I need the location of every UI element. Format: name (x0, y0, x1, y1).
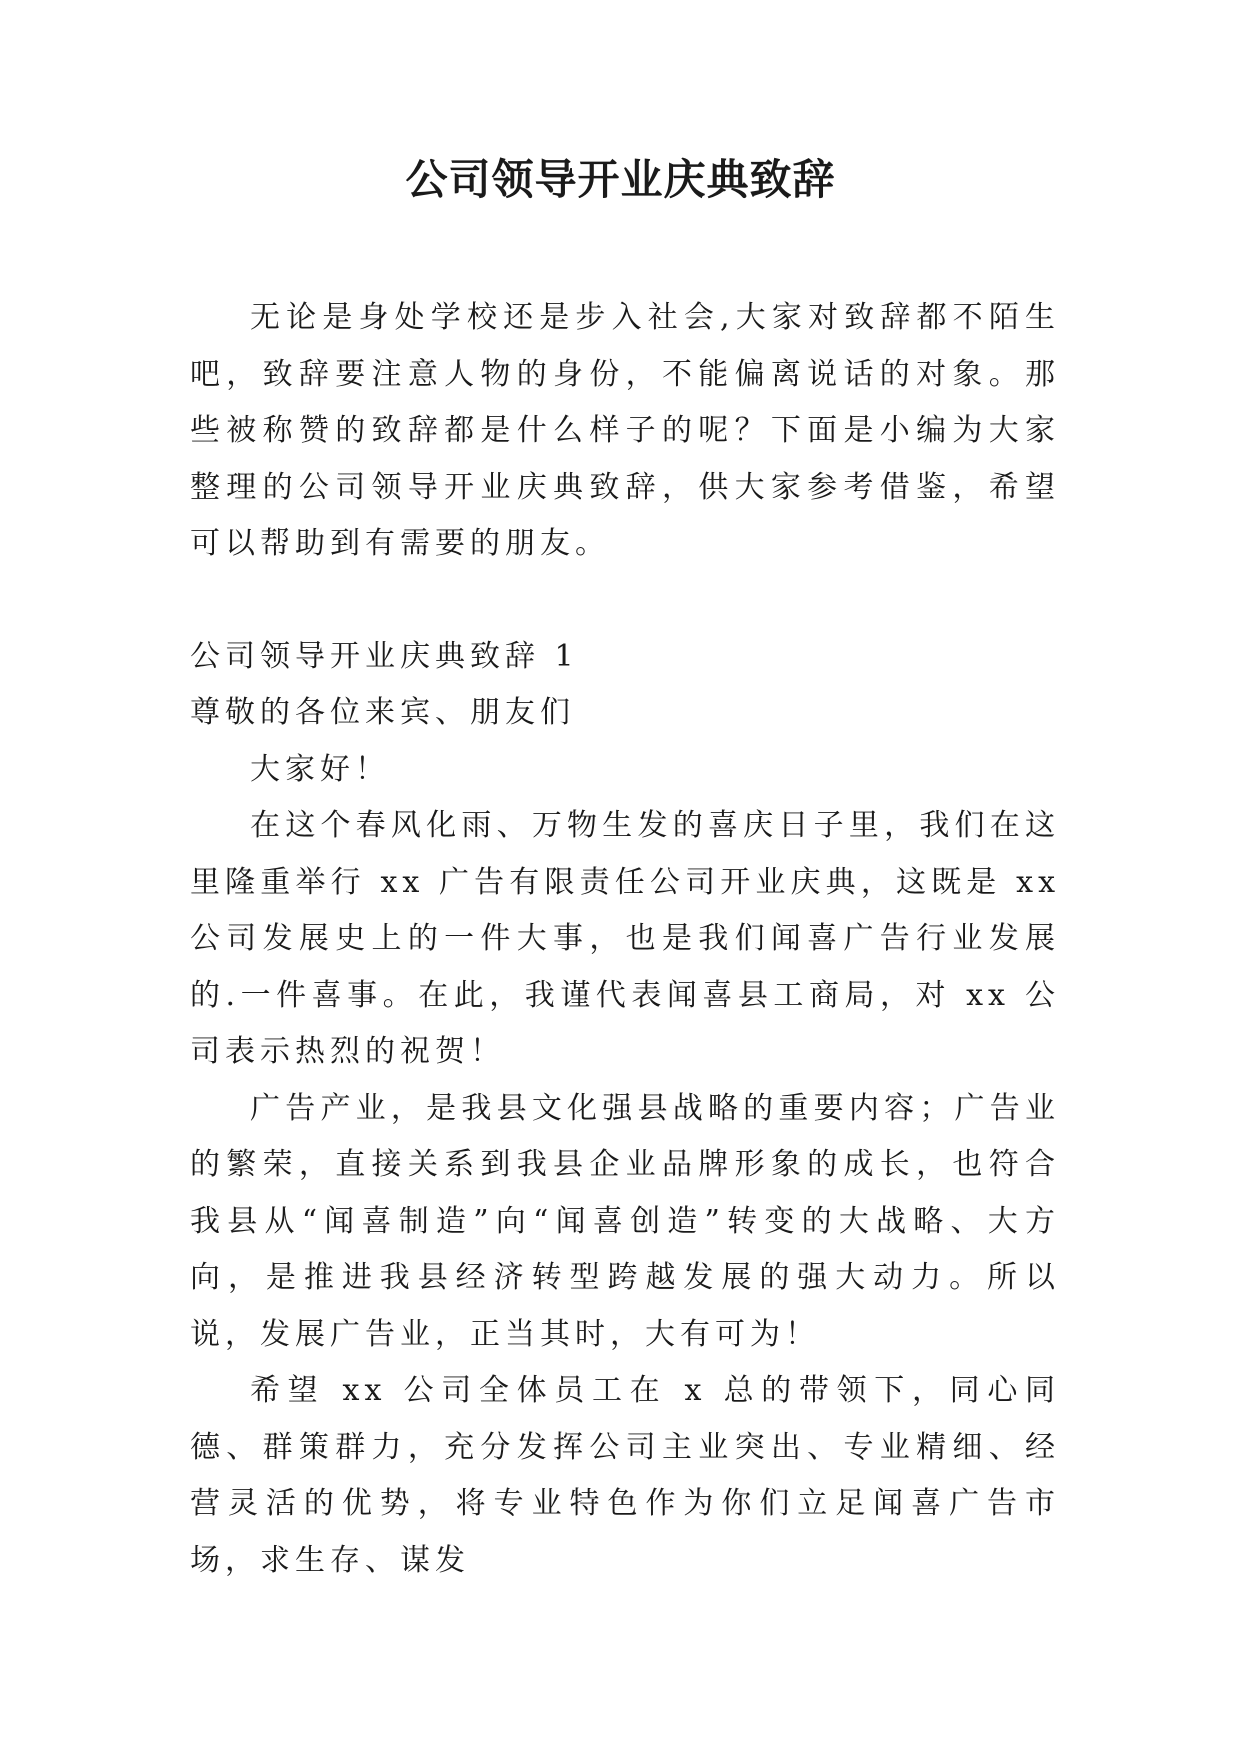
body-paragraph: 在这个春风化雨、万物生发的喜庆日子里，我们在这里隆重举行 xx 广告有限责任公司开业庆典，这既是 xx 公司发展史上的一件大事，也是我们闻喜广告行业发展的.一件喜事。在此，我谨代表闻喜县工商局，对 xx 公司表示热烈的祝贺！ (190, 808, 1060, 1069)
greeting: 大家好！ (250, 751, 390, 787)
paragraph-spacer (190, 573, 1060, 629)
section-heading: 公司领导开业庆典致辞 1 (190, 638, 579, 674)
body-paragraph: 广告产业，是我县文化强县战略的重要内容；广告业的繁荣，直接关系到我县企业品牌形象的成长，也符合我县从“闻喜制造”向“闻喜创造”转变的大战略、大方向，是推进我县经济转型跨越发展的强大动力。所以说，发展广告业，正当其时，大有可为！ (190, 1090, 1060, 1352)
salutation: 尊敬的各位来宾、朋友们 (190, 695, 575, 730)
document-body (190, 290, 1060, 1589)
document-title: 公司领导开业庆典致辞 (405, 155, 836, 204)
body-paragraph: 希望 xx 公司全体员工在 x 总的带领下，同心同德、群策群力，充分发挥公司主业突出、专业精细、经营灵活的优势，将专业特色作为你们立足闻喜广告市场，求生存、谋发 (190, 1373, 1060, 1578)
intro-paragraph: 无论是身处学校还是步入社会,大家对致辞都不陌生吧，致辞要注意人物的身份，不能偏离说话的对象。那些被称赞的致辞都是什么样子的呢？下面是小编为大家整理的公司领导开业庆典致辞，供大家参考借鉴，希望可以帮助到有需要的朋友。 (190, 300, 1060, 561)
